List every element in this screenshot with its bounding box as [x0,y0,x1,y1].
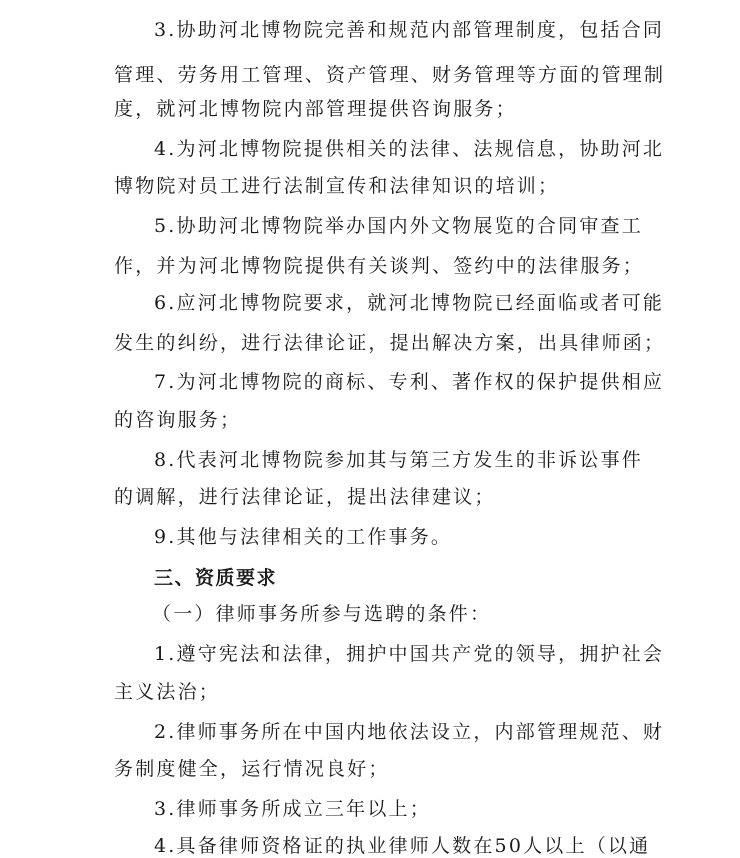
section-3-heading: 三、资质要求 [154,567,278,589]
condition-3-line-1: 3.律师事务所成立三年以上； [154,798,431,820]
subsection-1-heading: （一）律师事务所参与选聘的条件： [152,603,492,625]
item-6-line-2: 发生的纠纷，进行法律论证，提出解决方案，出具律师函； [114,332,666,354]
item-8-line-1: 8.代表河北博物院参加其与第三方发生的非诉讼事件 [154,449,643,471]
item-9-line-1: 9.其他与法律相关的工作事务。 [154,526,453,548]
condition-4-line-1: 4.具备律师资格证的执业律师人数在50人以上（以通 [154,835,651,857]
item-3-line-1: 3.协助河北博物院完善和规范内部管理制度，包括合同 [154,19,665,41]
condition-1-line-1: 1.遵守宪法和法律，拥护中国共产党的领导，拥护社会 [154,643,665,665]
item-3-line-3: 度，就河北博物院内部管理提供咨询服务； [114,98,517,120]
item-7-line-1: 7.为河北博物院的商标、专利、著作权的保护提供相应 [154,371,665,393]
item-5-line-2: 作，并为河北博物院提供有关谈判、签约中的法律服务； [114,255,645,277]
condition-2-line-1: 2.律师事务所在中国内地依法设立，内部管理规范、财 [154,721,665,743]
item-4-line-2: 博物院对员工进行法制宣传和法律知识的培训； [114,175,560,197]
item-4-line-1: 4.为河北博物院提供相关的法律、法规信息，协助河北 [154,138,665,160]
item-5-line-1: 5.协助河北博物院举办国内外文物展览的合同审查工 [154,215,643,237]
item-3-line-2: 管理、劳务用工管理、资产管理、财务管理等方面的管理制 [114,64,666,86]
condition-2-line-2: 务制度健全，运行情况良好； [114,758,390,780]
item-6-line-1: 6.应河北博物院要求，就河北博物院已经面临或者可能 [154,292,665,314]
item-7-line-2: 的咨询服务； [114,409,242,431]
condition-1-line-2: 主义法治； [114,681,221,703]
item-8-line-2: 的调解，进行法律论证，提出法律建议； [114,486,496,508]
